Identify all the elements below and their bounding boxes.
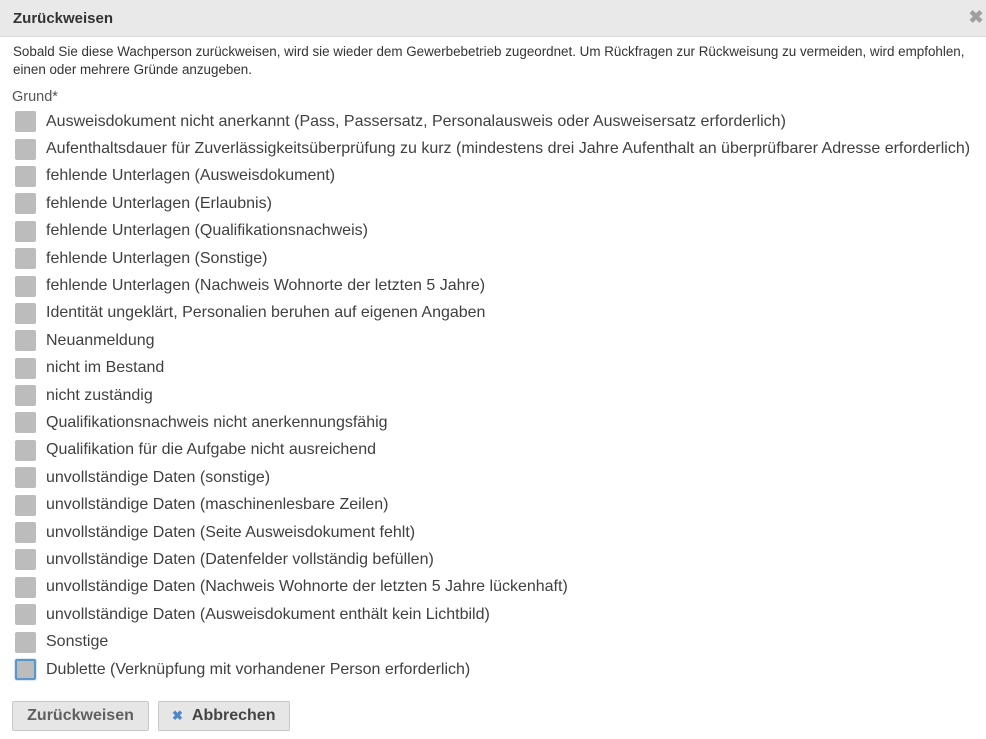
reject-button[interactable]: Zurückweisen — [12, 701, 149, 731]
reason-option[interactable] — [15, 546, 970, 573]
reason-label: fehlende Unterlagen (Sonstige) — [46, 249, 268, 267]
cancel-button[interactable] — [158, 701, 290, 731]
reason-option[interactable] — [15, 519, 970, 546]
reason-option[interactable] — [15, 245, 970, 272]
reason-checkbox[interactable] — [15, 577, 36, 598]
reason-checkbox[interactable] — [15, 495, 36, 516]
reason-group-label: Grund* — [12, 89, 58, 105]
intro-text: Sobald Sie diese Wachperson zurückweisen, wird sie wieder dem Gewerbebetrieb zugeordnet. Um Rückfragen zur Rückweisung zu vermeiden, wird empfohlen, einen oder mehrere Gründe anzugeben. — [13, 44, 965, 77]
reason-checkbox[interactable] — [15, 440, 36, 461]
reason-label: unvollständige Daten (Nachweis Wohnorte der letzten 5 Jahre lückenhaft) — [46, 578, 568, 596]
reason-label: nicht zuständig — [46, 386, 153, 404]
reason-option[interactable] — [15, 327, 970, 354]
reason-label: unvollständige Daten (maschinenlesbare Zeilen) — [46, 496, 389, 514]
reason-label: Aufenthaltsdauer für Zuverlässigkeitsüberprüfung zu kurz (mindestens drei Jahre Aufenthalt an überprüfbarer Adresse erforderlich) — [46, 140, 971, 158]
dialog-buttons — [12, 701, 290, 731]
reason-option[interactable] — [15, 437, 970, 464]
reason-checkbox[interactable] — [15, 221, 36, 242]
reason-checkbox[interactable] — [15, 303, 36, 324]
reason-option[interactable] — [15, 464, 970, 491]
reason-option[interactable] — [15, 382, 970, 409]
close-icon: ✖ — [172, 708, 183, 723]
reason-checkbox[interactable] — [15, 358, 36, 379]
reason-option[interactable] — [15, 355, 970, 382]
close-icon[interactable]: ✖ — [968, 7, 984, 27]
reason-label: unvollständige Daten (sonstige) — [46, 468, 271, 486]
reason-checkbox[interactable] — [15, 276, 36, 297]
reason-label: Identität ungeklärt, Personalien beruhen auf eigenen Angaben — [46, 304, 486, 322]
reason-checkbox[interactable] — [15, 385, 36, 406]
reason-label: fehlende Unterlagen (Ausweisdokument) — [46, 167, 336, 185]
reason-label: unvollständige Daten (Seite Ausweisdokument fehlt) — [46, 523, 416, 541]
reason-option[interactable] — [15, 135, 970, 162]
reason-checkbox[interactable] — [15, 248, 36, 269]
reason-checkbox[interactable] — [15, 412, 36, 433]
reason-label: fehlende Unterlagen (Qualifikationsnachweis) — [46, 222, 368, 240]
reason-checkbox[interactable] — [15, 467, 36, 488]
reason-option[interactable] — [15, 163, 970, 190]
reason-option[interactable] — [15, 656, 970, 683]
reason-checkbox[interactable] — [15, 166, 36, 187]
reason-checkbox[interactable] — [15, 549, 36, 570]
dialog-titlebar — [0, 0, 986, 37]
reason-label: Qualifikationsnachweis nicht anerkennungsfähig — [46, 413, 388, 431]
reason-checkbox[interactable] — [15, 330, 36, 351]
reason-option[interactable] — [15, 190, 970, 217]
dialog-title: Zurückweisen — [13, 10, 114, 27]
reason-option[interactable] — [15, 409, 970, 436]
reason-checkbox[interactable] — [15, 193, 36, 214]
reason-checkbox[interactable] — [15, 604, 36, 625]
reason-label: nicht im Bestand — [46, 359, 165, 377]
reason-option[interactable] — [15, 601, 970, 628]
reason-checkbox[interactable] — [15, 522, 36, 543]
reason-label: Qualifikation für die Aufgabe nicht ausreichend — [46, 441, 376, 459]
reason-label: fehlende Unterlagen (Nachweis Wohnorte der letzten 5 Jahre) — [46, 277, 486, 295]
reason-checkbox[interactable] — [15, 139, 36, 160]
reason-label: unvollständige Daten (Ausweisdokument enthält kein Lichtbild) — [46, 605, 490, 623]
reason-label: Neuanmeldung — [46, 331, 155, 349]
reason-option[interactable] — [15, 491, 970, 518]
reason-option[interactable] — [15, 574, 970, 601]
reason-option[interactable] — [15, 272, 970, 299]
reason-checkbox[interactable] — [15, 111, 36, 132]
reason-option[interactable] — [15, 300, 970, 327]
reason-option[interactable] — [15, 218, 970, 245]
reason-label: Dublette (Verknüpfung mit vorhandener Person erforderlich) — [46, 660, 471, 678]
reason-label: unvollständige Daten (Datenfelder vollständig befüllen) — [46, 550, 434, 568]
reason-label: fehlende Unterlagen (Erlaubnis) — [46, 194, 272, 212]
reason-checkbox[interactable] — [15, 632, 36, 653]
reason-label: Ausweisdokument nicht anerkannt (Pass, Passersatz, Personalausweis oder Ausweisersatz erforderlich) — [46, 112, 786, 130]
reason-option[interactable] — [15, 108, 970, 135]
reason-label: Sonstige — [46, 633, 109, 651]
reason-checkbox[interactable] — [15, 659, 36, 680]
reason-options-list — [15, 108, 970, 683]
cancel-button-label: Abbrechen — [191, 707, 276, 724]
reason-option[interactable] — [15, 628, 970, 655]
